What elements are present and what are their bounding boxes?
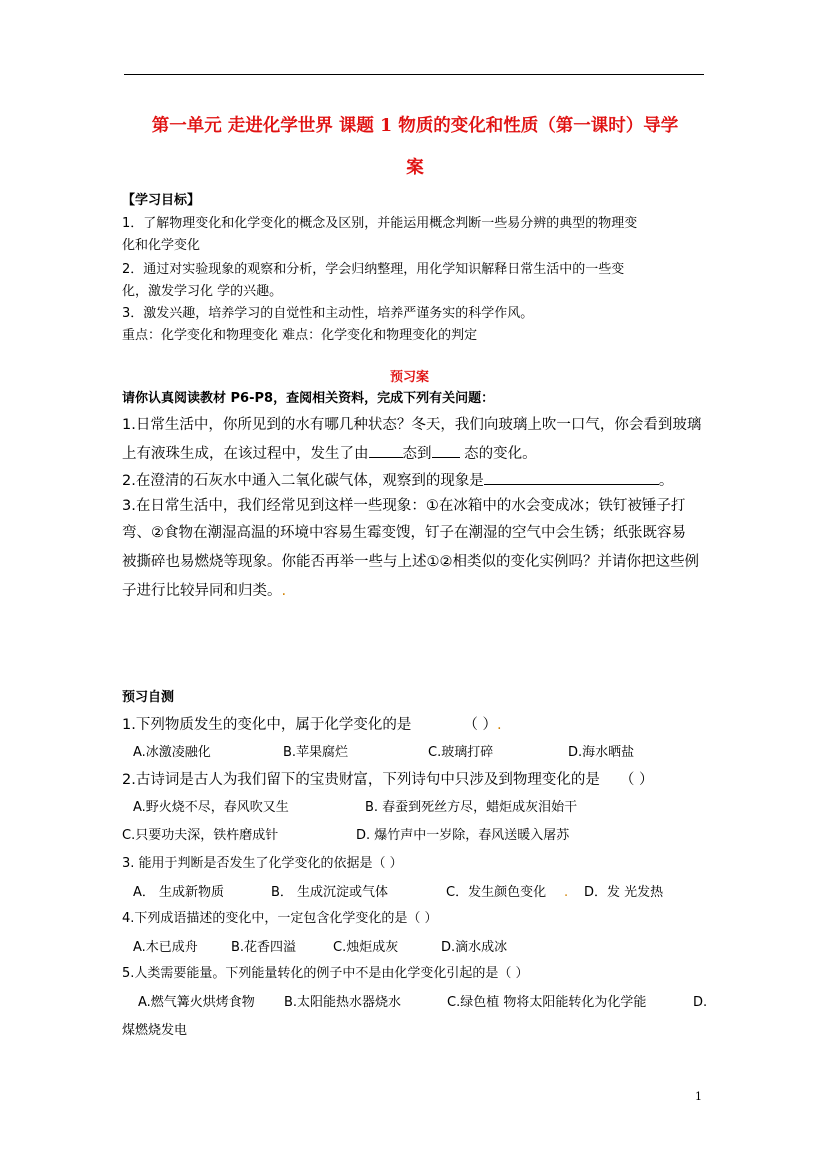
- self-test-heading: 预习自测: [122, 690, 175, 705]
- answer-blank[interactable]: [369, 443, 403, 458]
- focus-and-difficulty: 重点：化学变化和物理变化 难点：化学变化和物理变化的判定: [122, 328, 478, 343]
- objective-2-line-a: 2．通过对实验现象的观察和分析，学会归纳整理，用化学知识解释日常生活中的一些变: [122, 262, 625, 277]
- preview-q3-text-d: 子进行比较异同和归类。: [122, 583, 282, 599]
- option-a: A． 生成新物质: [133, 885, 225, 900]
- objective-3: 3．激发兴趣，培养学习的自觉性和主动性，培养严谨务实的科学作风。: [122, 306, 534, 321]
- preview-q1-line-a: 1.日常生活中，你所见到的水有哪几种状态？冬天，我们向玻璃上吹一口气，你会看到玻璃: [122, 417, 702, 433]
- preview-q1-text-2: 态到: [402, 446, 432, 462]
- objective-1-line-b: 化和化学变化: [122, 238, 201, 253]
- preview-q3-line-d: [122, 582, 286, 600]
- option-b: B.花香四溢: [231, 940, 297, 955]
- option-a: A.燃气篝火烘烤食物: [138, 995, 255, 1010]
- option-c: C.绿色植 物将太阳能转化为化学能: [447, 995, 647, 1010]
- test-q5-options: [138, 995, 707, 1011]
- option-d: D.: [693, 995, 708, 1010]
- objective-1-line-a: 1．了解物理变化和化学变化的概念及区别，并能运用概念判断一些易分辨的典型的物理变: [122, 216, 638, 231]
- stray-dot: .: [564, 885, 569, 900]
- option-b: B． 生成沉淀或气体: [271, 885, 389, 900]
- option-c: C.只要功夫深，铁杵磨成针: [122, 828, 279, 843]
- test-q1-answer-paren: （ ）: [463, 717, 497, 733]
- option-d: D.滴水成冰: [441, 940, 508, 955]
- preview-q2-end: 。: [658, 473, 674, 489]
- preview-q3-line-c: 被撕碎也易燃烧等现象。你能否再举一些与上述①②相类似的变化实例吗？并请你把这些例: [122, 554, 699, 570]
- test-q2: [122, 771, 653, 789]
- test-q3-options: [133, 885, 663, 901]
- test-q1-text: 1.下列物质发生的变化中，属于化学变化的是: [122, 717, 412, 733]
- preview-heading: 预习案: [390, 370, 430, 385]
- page-title: 第一单元 走进化学世界 课题 1 物质的变化和性质（第一课时）导学: [151, 116, 679, 136]
- test-q5: 5.人类需要能量。下列能量转化的例子中不是由化学变化引起的是（ ）: [122, 966, 529, 981]
- header-rule: [124, 74, 704, 75]
- preview-q2-text: 2.在澄清的石灰水中通入二氧化碳气体，观察到的现象是: [122, 473, 484, 489]
- option-a: A.木已成舟: [133, 940, 198, 955]
- test-q2-answer-paren: （ ）: [619, 772, 654, 788]
- stray-dot: .: [281, 583, 287, 599]
- option-b: B.苹果腐烂: [283, 745, 349, 760]
- answer-blank[interactable]: [484, 470, 659, 485]
- option-b: B. 春蚕到死丝方尽，蜡炬成灰泪始干: [365, 800, 578, 815]
- objectives-heading: 【学习目标】: [122, 193, 201, 208]
- objective-2-line-b: 化，激发学习化 学的兴趣。: [122, 284, 283, 299]
- test-q2-options-row2: [122, 828, 569, 844]
- option-d: D. 爆竹声中一岁除，春风送暖入屠苏: [356, 828, 570, 843]
- test-q3: 3. 能用于判断是否发生了化学变化的依据是（ ）: [122, 856, 403, 871]
- preview-instruction: 请你认真阅读教材 P6-P8，查阅相关资料，完成下列有关问题：: [122, 391, 495, 406]
- stray-dot: .: [496, 717, 502, 733]
- option-a: A.冰激凌融化: [133, 745, 211, 760]
- preview-q1-text-3: 态的变化。: [459, 446, 537, 462]
- preview-q3-line-a: 3.在日常生活中，我们经常见到这样一些现象：①在冰箱中的水会变成冰；铁钉被锤子打: [122, 498, 686, 514]
- preview-q2: [122, 470, 673, 490]
- test-q4-options: [133, 940, 507, 956]
- option-b: B.太阳能热水器烧水: [284, 995, 402, 1010]
- option-c: C．发生颜色变化: [446, 885, 547, 900]
- test-q2-options-row1: [133, 800, 577, 816]
- test-q1: [122, 716, 502, 734]
- test-q1-options: [133, 745, 634, 761]
- option-a: A.野火烧不尽，春风吹又生: [133, 800, 289, 815]
- option-d: D.海水晒盐: [568, 745, 635, 760]
- preview-q1-text-1: 上有液珠生成，在该过程中，发生了由: [122, 446, 369, 462]
- answer-blank[interactable]: [432, 443, 460, 458]
- option-d: D．发 光发热: [584, 885, 664, 900]
- test-q2-text: 2.古诗词是古人为我们留下的宝贵财富，下列诗句中只涉及到物理变化的是: [122, 772, 600, 788]
- page-number: 1: [695, 1090, 702, 1103]
- test-q5-option-d-continued: 煤燃烧发电: [122, 1023, 188, 1038]
- option-c: C.玻璃打碎: [428, 745, 494, 760]
- page-title-continued: 案: [406, 158, 424, 178]
- preview-q1-line-b: [122, 443, 537, 463]
- preview-q3-line-b: 弯、②食物在潮湿高温的环境中容易生霉变馊，钉子在潮湿的空气中会生锈；纸张既容易: [122, 525, 686, 541]
- test-q4: 4.下列成语描述的变化中，一定包含化学变化的是（ ）: [122, 911, 438, 926]
- option-c: C.烛炬成灰: [333, 940, 399, 955]
